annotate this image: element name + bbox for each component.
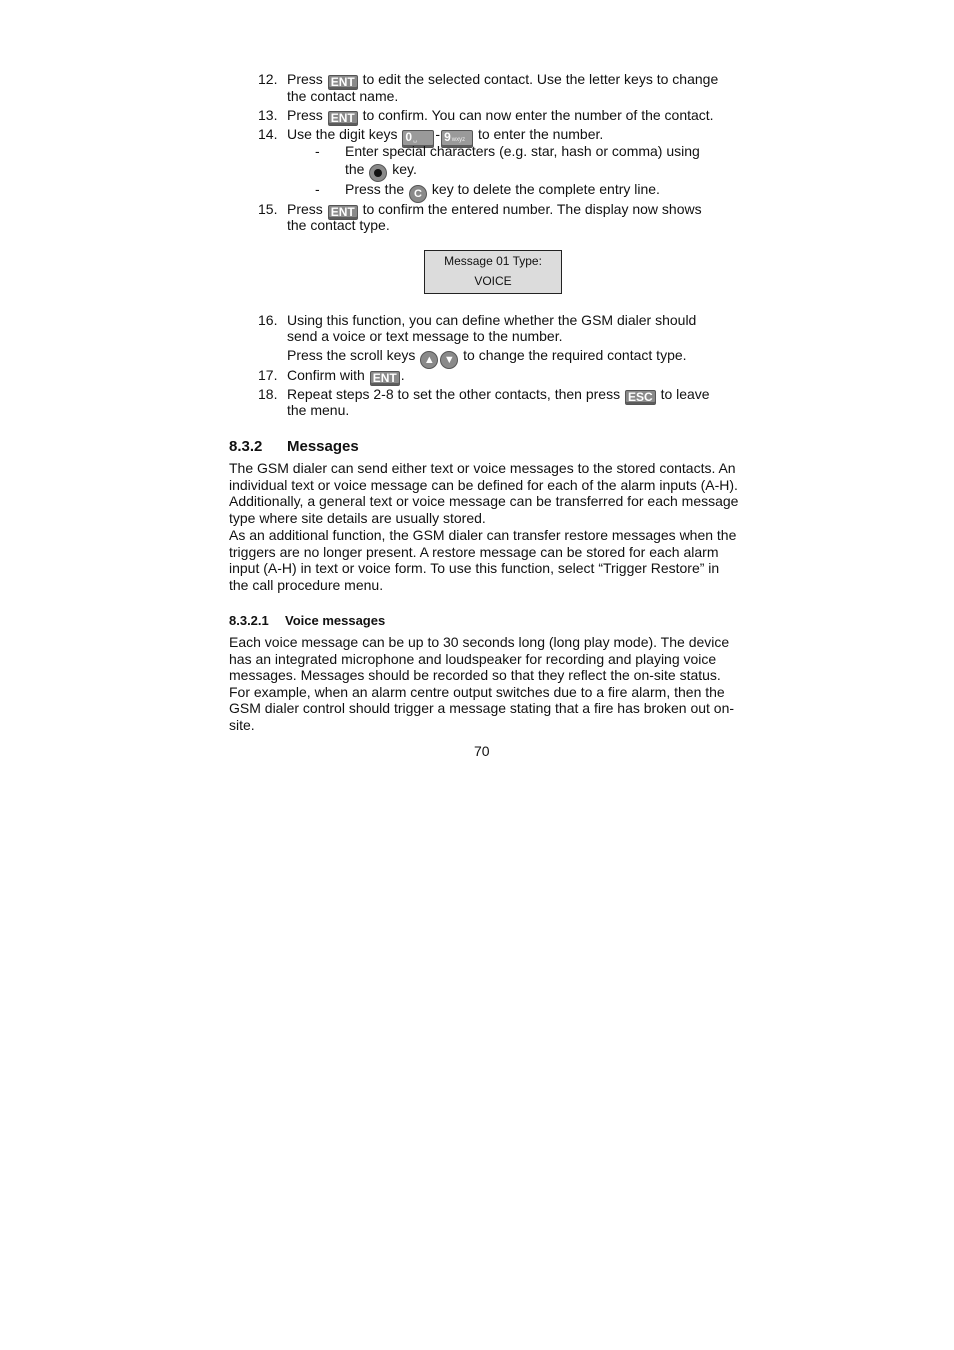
ent-key-icon: ENT: [370, 371, 400, 386]
lcd-display: [424, 250, 562, 294]
step-text: Enter special characters (e.g. star, hash or comma) using: [345, 143, 700, 159]
step-text: Press: [287, 107, 323, 123]
subsection-title: Voice messages: [285, 613, 386, 628]
key-range-separator: -: [435, 126, 441, 142]
key-sublabel: wxyz: [451, 137, 466, 143]
step-text: Press the: [345, 181, 405, 197]
esc-key-icon: ESC: [625, 390, 656, 405]
step-text: to leave: [660, 386, 710, 402]
ent-key-icon: ENT: [328, 111, 358, 126]
step-text: to enter the number.: [477, 126, 604, 142]
step-14-c-line: [345, 181, 660, 203]
step-text: Press: [287, 71, 323, 87]
step-text: key.: [392, 161, 417, 177]
step-text: send a voice or text message to the number.: [287, 328, 563, 344]
down-arrow-key-icon: ▼: [440, 351, 458, 369]
step-text: to edit the selected contact. Use the letter keys to change: [362, 71, 719, 87]
display-line-1: Message 01 Type:: [444, 254, 542, 268]
step-text: the menu.: [287, 402, 350, 418]
subsection-number: 8.3.2.1: [229, 613, 269, 628]
section-paragraph-2: As an additional function, the GSM dialer can transfer restore messages when the triggers are no longer present. A restore message can be stored for each alarm input (A-H) in text or voice form. To use this function, select “Trigger Restore” in the call procedure menu.: [229, 527, 737, 593]
c-key-icon: C: [409, 185, 427, 203]
step-number: 16.: [258, 312, 278, 328]
display-line-2: VOICE: [474, 274, 512, 288]
step-text: the contact name.: [287, 88, 399, 104]
step-text: to confirm. You can now enter the number of the contact.: [362, 107, 714, 123]
step-14-dot-line: [345, 161, 417, 182]
step-text: Confirm with: [287, 367, 365, 383]
step-number: 14.: [258, 126, 278, 142]
page-number: 70: [474, 743, 490, 759]
step-16-scroll-line: [287, 347, 687, 369]
step-text: .: [400, 367, 405, 383]
bullet-dash: -: [315, 181, 320, 197]
ent-key-icon: ENT: [328, 75, 358, 90]
step-text: to change the required contact type.: [463, 347, 687, 363]
section-title: Messages: [287, 438, 359, 455]
step-text: Use the digit keys: [287, 126, 398, 142]
step-number: 18.: [258, 386, 278, 402]
step-text: the contact type.: [287, 217, 390, 233]
key-label: 9: [444, 130, 451, 144]
ent-key-icon: ENT: [328, 205, 358, 220]
step-18-line: [287, 386, 710, 405]
zero-key-icon: 0␣: [402, 130, 434, 148]
step-number: 15.: [258, 201, 278, 217]
dot-key-icon: [369, 164, 387, 182]
section-paragraph-1: The GSM dialer can send either text or voice messages to the stored contacts. An individual text or voice message can be defined for each of the alarm inputs (A-H). Additionally, a general text or voice message can be transferred for each message type where site details are usually stored.: [229, 460, 739, 526]
step-number: 17.: [258, 367, 278, 383]
bullet-dash: -: [315, 143, 320, 159]
step-text: Repeat steps 2-8 to set the other contacts, then press: [287, 386, 621, 402]
up-arrow-key-icon: ▲: [420, 351, 438, 369]
step-17-line: [287, 367, 405, 386]
step-text: key to delete the complete entry line.: [431, 181, 660, 197]
step-13-line: [287, 107, 714, 126]
subsection-paragraph: Each voice message can be up to 30 seconds long (long play mode). The device has an integrated microphone and loudspeaker for recording and playing voice messages. Messages should be recorded so that they reflect the on-site status. For example, when an alarm centre output switches due to a fire alarm, then the GSM dialer control should trigger a message stating that a fire has broken out on-site.: [229, 634, 735, 733]
step-text: Press the scroll keys: [287, 347, 416, 363]
step-text: the: [345, 161, 365, 177]
step-number: 13.: [258, 107, 278, 123]
key-label: 0: [405, 130, 413, 144]
step-text: Using this function, you can define whether the GSM dialer should: [287, 312, 697, 328]
step-text: Press: [287, 201, 323, 217]
section-number: 8.3.2: [229, 438, 263, 455]
step-number: 12.: [258, 71, 278, 87]
step-text: to confirm the entered number. The display now shows: [362, 201, 702, 217]
